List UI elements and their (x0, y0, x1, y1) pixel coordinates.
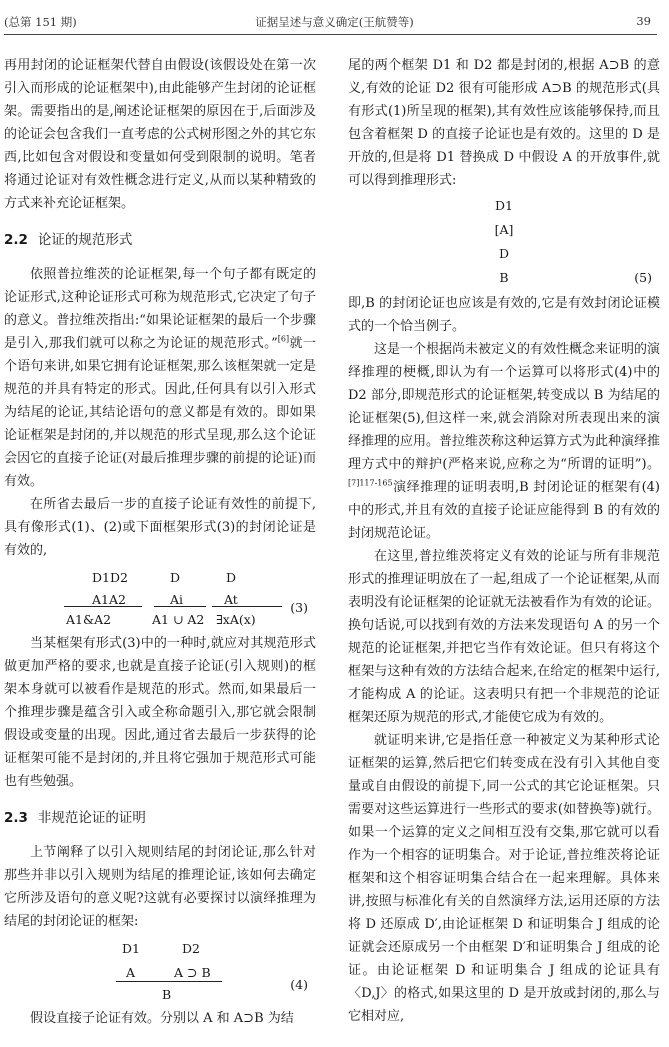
formula-tag: (3) (290, 600, 308, 615)
right-column (348, 54, 660, 1044)
section-heading-2-3 (4, 807, 316, 829)
header-rule (4, 34, 657, 35)
inference-line (64, 606, 142, 607)
paragraph-text: 这是一个根据尚未被定义的有效性概念来证明的演绎推理的梗概,即认为有一个运算可以将形式(4)中的 D2 部分,即规范形式的论证框架,转变成以 B 为结尾的论证框架(5),但这样一来,就会消除对所表现出来的演绎推理的应用。普拉维茨称这种运算方式为此种演绎推理方式中的辩护(严格来说,应称之为“所谓的证明”)。 (348, 342, 660, 472)
formula-conclusion: A1&A2 (66, 612, 112, 627)
formula-premise: D1D2 (92, 570, 128, 585)
inference-line (212, 606, 282, 607)
formula-conclusion: A1 ∪ A2 (152, 612, 205, 627)
citation-ref: [7]117-165 (348, 478, 393, 488)
formula-conclusion: ∃xA(x) (216, 612, 256, 627)
section-title: 非规范论证的证明 (37, 810, 146, 826)
formula-premise: A (126, 965, 136, 980)
paragraph-text: 演绎推理的证明表明,B 封闭论证的框架有(4)中的形式,并且有效的直接子论证应能得到 B 的有效的封闭规范论证。 (348, 480, 660, 541)
issue-number: (总第 151 期) (4, 15, 77, 29)
formula-line: D1 (495, 198, 513, 213)
paragraph: 再用封闭的论证框架代替自由假设(该假设处在第一次引入而形成的论证框架中),由此能够产生封闭的论证框架。需要指出的是,阐述论证框架的原因在于,后面涉及的论证会包含我们一直考虑的公式树形图之外的其它东西,比如包含对假设和变量如何受到限制的说明。笔者将通过论证对有效性概念进行定义,从而以某种精致的方式来补充论证框架。 (4, 58, 316, 211)
page-number: 39 (636, 14, 651, 28)
section-number: 2.2 (4, 232, 28, 248)
inference-line (116, 981, 222, 982)
paragraph (348, 338, 660, 545)
formula-line: [A] (494, 222, 514, 237)
paragraph-text: 就一个语句来讲,如果它拥有论证框架,那么该框架就一定是规范的并具有特定的形式。因此,任何具有以引入形式为结尾的论证,其结论语句的意义都是有效的。即如果论证框架是封闭的,并以规范的形式呈现,那么这个论证会因它的直接子论证(对最后推理步骤的前提的论证)而有效。 (4, 336, 316, 489)
left-column (4, 54, 316, 1044)
formula-premise: D (170, 570, 181, 585)
paragraph: 当某框架有形式(3)中的一种时,就应对其规范形式做更加严格的要求,也就是直接子论证(引入规则)的框架本身就可以被看作是规范的形式。然而,如果最后一个推理步骤是蕴含引入或全称命题引入,那它就会限制假设或变量的出现。因此,通过省去最后一步获得的论证框架可能不是封闭的,并且将它强加于规范形式可能也有些勉强。 (4, 636, 316, 789)
paragraph: 就证明来讲,它是指任意一种被定义为某种形式论证框架的运算,然后把它们转变成在没有引入其他自变量或自由假设的前提下,同一公式的其它论证框架。只需要对这些运算进行一些形式的要求(如替换等)就行。如果一个运算的定义之间相互没有交集,那它就可以看作为一个相容的证明集合。对于论证,普拉维茨将论证框架和这个相容证明集合结合在一起来理解。具体来讲,按照与标准化有关的自然演绎方法,运用还原的方法将 D 还原成 D′,由论证框架 D 和证明集合 J 组成的论证就会还原成另一个由框架 D′和证明集合 J 组成的论证。由论证框架 D 和证明集合 J 组成的论证具有〈D,J〉的格式,如果这里的 D 是开放或封闭的,那么与它相对应, (348, 733, 660, 1024)
paragraph: 尾的两个框架 D1 和 D2 都是封闭的,根据 A⊃B 的意义,有效的论证 D2 很有可能形成 A⊃B 的规范形式(具有形式(1)所呈现的框架),其有效性应该能够保持,而且包含着框架 D 的直接子论证也是有效的。这里的 D 是开放的,但是将 D1 替换成 D 中假设 A 的开放事件,就可以得到推理形式: (348, 58, 660, 188)
inference-line (154, 606, 206, 607)
paragraph: 在这里,普拉维茨将定义有效的论证与所有非规范形式的推理证明放在了一起,组成了一个论证框架,从而表明没有论证框架的论证就无法被看作为有效的论证。换句话说,可以找到有效的方法来发现语句 A 的另一个规范的论证框架,并把它当作有效论证。但只有将这个框架与这种有效的方法结合起来,在给定的框架中运行,才能构成 A 的论证。这表明只有把一个非规范的论证框架还原为规范的形式,才能使它成为有效的。 (348, 549, 660, 725)
formula-tag: (4) (290, 977, 308, 992)
section-number: 2.3 (4, 810, 28, 826)
formula-premise: A ⊃ B (174, 965, 211, 980)
formula-3 (4, 562, 316, 632)
formula-5 (348, 194, 660, 290)
paragraph-text: 依照普拉维茨的论证框架,每一个句子都有既定的论证形式,这种论证形式可称为规范形式,它决定了句子的意义。普拉维茨指出:“如果论证框架的最后一个步骤是引入,那我们就可以称之为论证的规范形式。” (4, 267, 316, 351)
formula-4 (4, 933, 316, 1007)
citation-ref: [6] (277, 334, 290, 344)
formula-line: D (498, 246, 510, 261)
paragraph: 上节阐释了以引入规则结尾的封闭论证,那么针对那些并非以引入规则为结尾的推理论证,该如何去确定它所涉及语句的意义呢?这就有必要探讨以演绎推理为结尾的封闭论证的框架: (4, 845, 316, 929)
paragraph: 即,B 的封闭论证也应该是有效的,它是有效封闭论证模式的一个恰当例子。 (348, 296, 660, 334)
section-heading-2-2 (4, 229, 316, 251)
paragraph (4, 263, 316, 493)
paragraph: 假设直接子论证有效。分别以 A 和 A⊃B 为结 (30, 1011, 294, 1026)
running-title: 证据呈述与意义确定(王航赞等) (255, 15, 414, 29)
formula-premise: D1 (122, 941, 140, 956)
running-header (0, 0, 669, 40)
formula-conclusion: B (162, 987, 172, 1002)
formula-tag: (5) (634, 270, 652, 285)
paragraph: 在所省去最后一步的直接子论证有效性的前提下,具有像形式(1)、(2)或下面框架形式(3)的封闭论证是有效的, (4, 497, 316, 558)
formula-premise: A1A2 (92, 592, 126, 607)
section-title: 论证的规范形式 (37, 232, 133, 248)
formula-premise: At (224, 592, 238, 607)
formula-premise: D (226, 570, 237, 585)
formula-premise: Ai (170, 592, 184, 607)
formula-line: B (499, 270, 509, 285)
formula-premise: D2 (182, 941, 200, 956)
